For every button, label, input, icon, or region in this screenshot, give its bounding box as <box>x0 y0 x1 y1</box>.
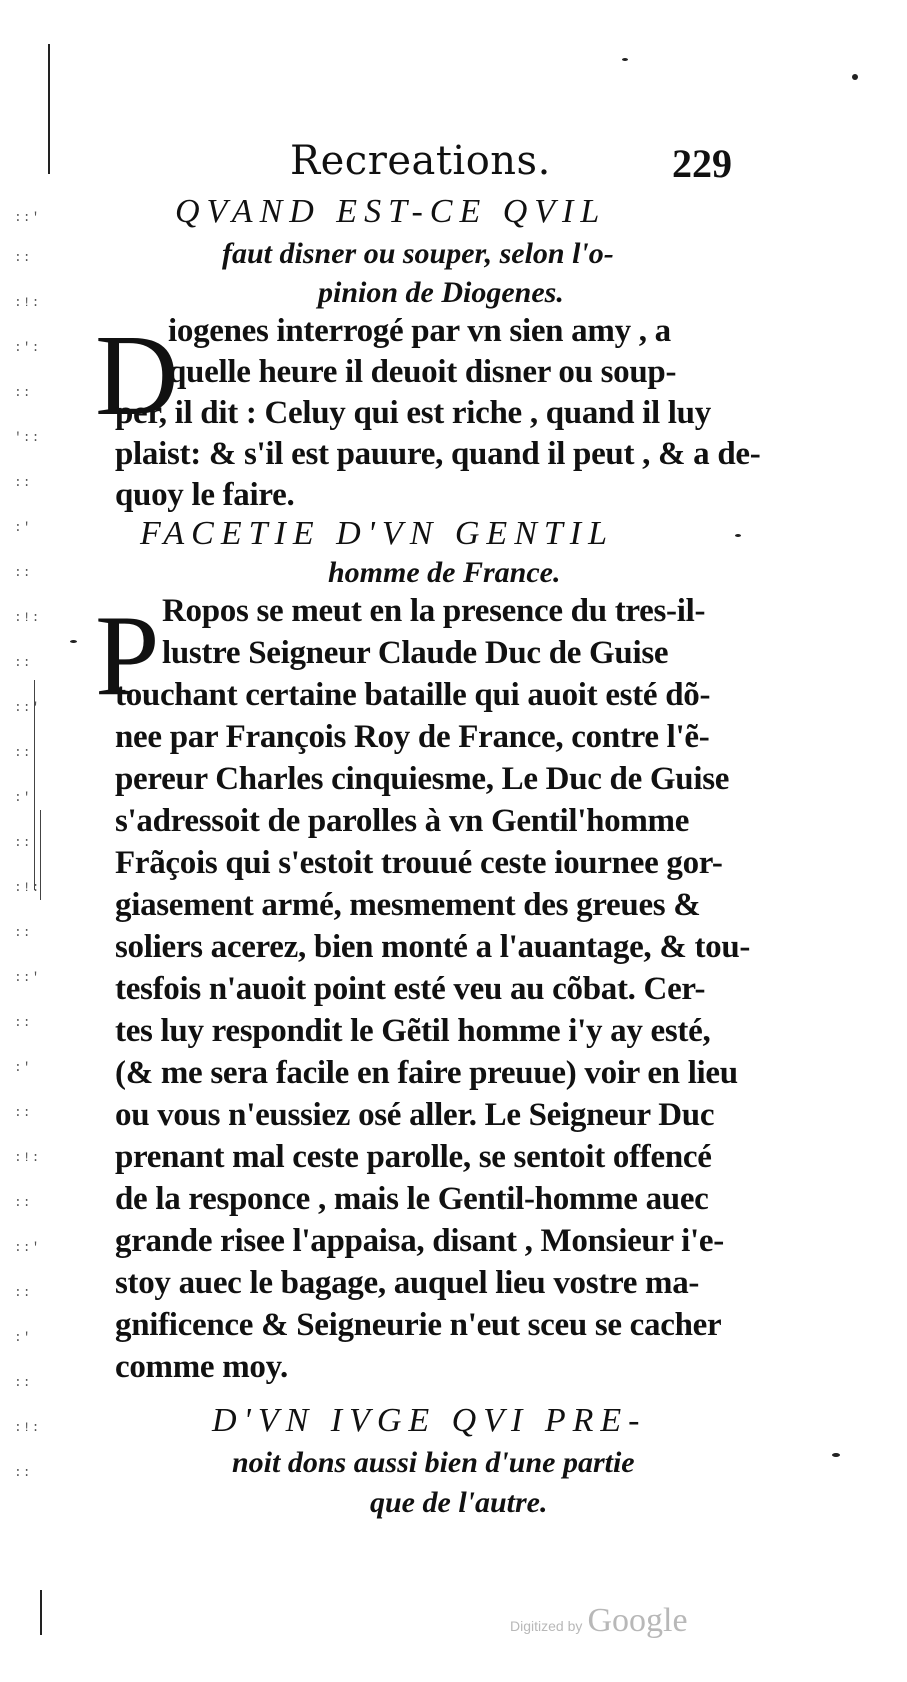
ink-speck <box>735 534 741 537</box>
section-subheading: pinion de Diogenes. <box>318 276 564 309</box>
text-line: plaist: & s'il est pauure, quand il peut , & a de- <box>115 436 761 472</box>
section-heading: FACETIE D'VN GENTIL <box>140 515 615 552</box>
ink-speck <box>832 1453 840 1457</box>
drop-cap: D <box>95 312 179 440</box>
text-line: ou vous n'eussiez osé aller. Le Seigneur Duc <box>115 1097 715 1133</box>
text-line: iogenes interrogé par vn sien amy , a <box>168 313 671 349</box>
watermark-small-text: Digitized by <box>510 1618 583 1634</box>
ink-speck <box>70 640 77 643</box>
text-line: Ropos se meut en la presence du tres-il- <box>162 593 706 629</box>
text-line: nee par François Roy de France, contre l'ẽ- <box>115 719 710 755</box>
margin-rule <box>48 44 50 174</box>
watermark-logo-text: Google <box>587 1602 688 1639</box>
text-line: Frãçois qui s'estoit trouué ceste iournee gor- <box>115 845 723 881</box>
text-line: pereur Charles cinquiesme, Le Duc de Guise <box>115 761 730 797</box>
text-line: grande risee l'appaisa, disant , Monsieur i'e- <box>115 1223 724 1259</box>
ink-speck <box>852 74 858 80</box>
text-line: touchant certaine bataille qui auoit esté dõ- <box>115 677 711 713</box>
section-heading: QVAND EST-CE QVIL <box>175 193 607 230</box>
text-line: comme moy. <box>115 1349 288 1385</box>
text-line: de la responce , mais le Gentil-homme auec <box>115 1181 709 1217</box>
text-line: soliers acerez, bien monté a l'auantage, & tou- <box>115 929 751 965</box>
text-line: lustre Seigneur Claude Duc de Guise <box>162 635 669 671</box>
text-line: quoy le faire. <box>115 477 295 513</box>
section-subheading: que de l'autre. <box>370 1486 548 1519</box>
text-line: giasement armé, mesmement des greues & <box>115 887 701 923</box>
text-line: tesfois n'auoit point esté veu au cõbat. Cer- <box>115 971 706 1007</box>
section-subheading: noit dons aussi bien d'une partie <box>232 1446 635 1479</box>
bleed-through-gutter: ::' :: :!: :': :: ':: :: :' :: :!: :: ::' :: :' :: :!: :: ::' :: :' :: :!: :: ::' :: :' :: :!: :: <box>14 210 41 1480</box>
digitized-watermark <box>510 1602 688 1640</box>
text-line: (& me sera facile en faire preuue) voir en lieu <box>115 1055 738 1091</box>
text-line: gnificence & Seigneurie n'eut sceu se cacher <box>115 1307 722 1343</box>
section-subheading: faut disner ou souper, selon l'o- <box>222 237 614 270</box>
ink-speck <box>622 58 628 61</box>
section-subheading: homme de France. <box>328 556 561 589</box>
running-title: Recreations. <box>290 138 551 184</box>
text-line: stoy auec le bagage, auquel lieu vostre ma- <box>115 1265 700 1301</box>
text-line: s'adressoit de parolles à vn Gentil'homme <box>115 803 690 839</box>
drop-cap: P <box>95 592 160 720</box>
margin-rule <box>40 1590 42 1635</box>
text-line: tes luy respondit le Gẽtil homme i'y ay esté, <box>115 1013 711 1049</box>
text-line: per, il dit : Celuy qui est riche , quand il luy <box>115 395 711 431</box>
section-heading: D'VN IVGE QVI PRE- <box>212 1402 647 1439</box>
page-number: 229 <box>672 141 732 186</box>
text-line: quelle heure il deuoit disner ou soup- <box>168 354 677 390</box>
text-line: prenant mal ceste parolle, se sentoit offencé <box>115 1139 712 1175</box>
